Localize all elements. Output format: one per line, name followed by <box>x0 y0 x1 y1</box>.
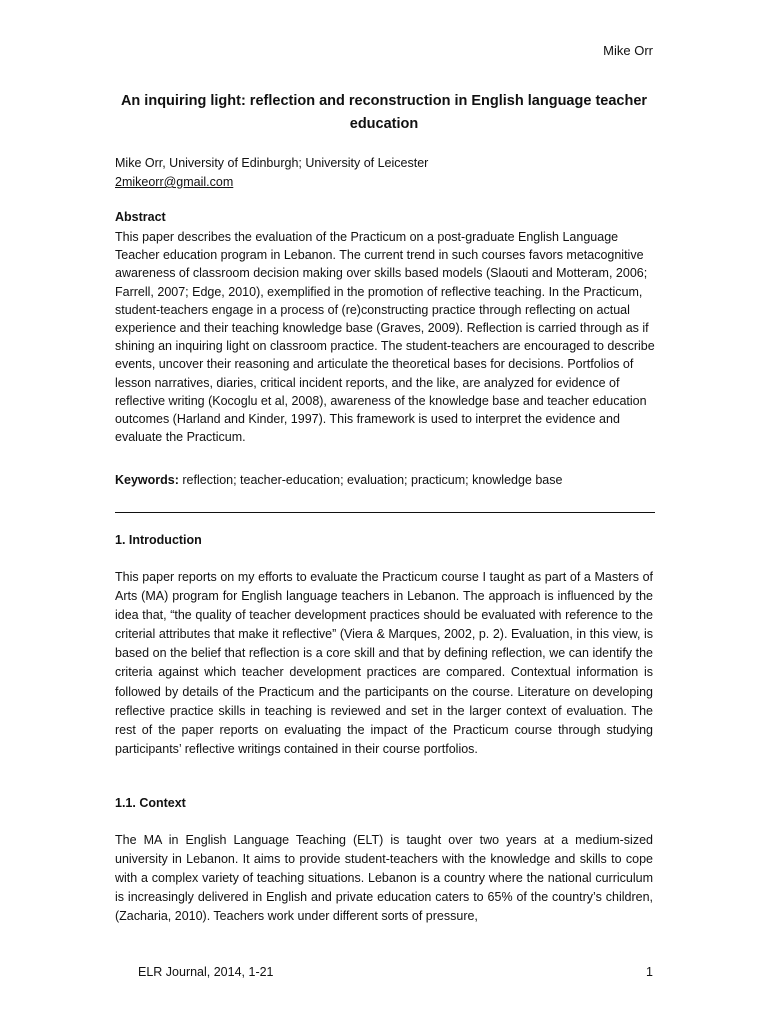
keywords-label: Keywords: <box>115 473 179 487</box>
introduction-heading: 1. Introduction <box>115 533 202 547</box>
author-email-link[interactable]: 2mikeorr@gmail.com <box>115 175 234 189</box>
context-heading: 1.1. Context <box>115 796 186 810</box>
introduction-text: This paper reports on my efforts to evaluate the Practicum course I taught as part of a Masters of Arts (MA) program for English language teachers in Lebanon. The approach is influenced by the idea that, “the quality of teacher development practices should be evaluated with reference to the criterial attributes that make it reflective” (Viera & Marques, 2002, p. 2). Evaluation, in this view, is based on the belief that reflection is a core skill and that by defining reflection, we can identify the criteria against which teacher development practices are compared. Contextual information is followed by details of the Practicum and the participants on the course. Literature on developing reflective practice skills in teaching is reviewed and set in the larger context of evaluation. The rest of the paper reports on evaluating the impact of the Practicum course through studying participants’ reflective writings contained in their course portfolios. <box>115 570 653 756</box>
footer-page-number: 1 <box>646 965 653 979</box>
paper-title: An inquiring light: reflection and reconstruction in English language teacher education <box>120 93 648 132</box>
running-header-author: Mike Orr <box>603 43 653 58</box>
abstract-text: This paper describes the evaluation of the Practicum on a post-graduate English Language Teacher education program in Lebanon. The current trend in such courses favors metacognitive awareness of classroom decision making over skills based models (Slaouti and Motteram, 2006; Farrell, 2007; Edge, 2010), exemplified in the promotion of reflective teaching. In the Practicum, student-teachers engage in a process of (re)constructing practice through reflecting on actual experience and their teaching knowledge base (Graves, 2009). Reflection is carried through as if shining an inquiring light on classroom practice. The student-teachers are encouraged to describe events, uncover their reasoning and articulate the theoretical bases for decisions. Portfolios of lesson narratives, diaries, critical incident reports, and the like, are analyzed for evidence of reflective writing (Kocoglu et al, 2008), awareness of the knowledge base and teacher education outcomes (Harland and Kinder, 1997). This framework is used to interpret the evidence and evaluate the Practicum. <box>115 230 655 445</box>
author-affiliation: Mike Orr, University of Edinburgh; University of Leicester <box>115 156 429 170</box>
keywords-text: reflection; teacher-education; evaluation; practicum; knowledge base <box>178 473 563 487</box>
section-divider <box>115 512 655 513</box>
abstract-heading: Abstract <box>115 210 166 224</box>
footer-journal: ELR Journal, 2014, 1-21 <box>138 965 274 979</box>
context-text: The MA in English Language Teaching (ELT) is taught over two years at a medium-sized university in Lebanon. It aims to provide student-teachers with the knowledge and skills to cope with a complex variety of teaching situations. Lebanon is a country where the national curriculum is increasingly delivered in English and private education caters to 65% of the country’s children, (Zacharia, 2010). Teachers work under different sorts of pressure, <box>115 833 653 924</box>
keywords-line <box>115 473 562 487</box>
author-block <box>115 154 428 192</box>
